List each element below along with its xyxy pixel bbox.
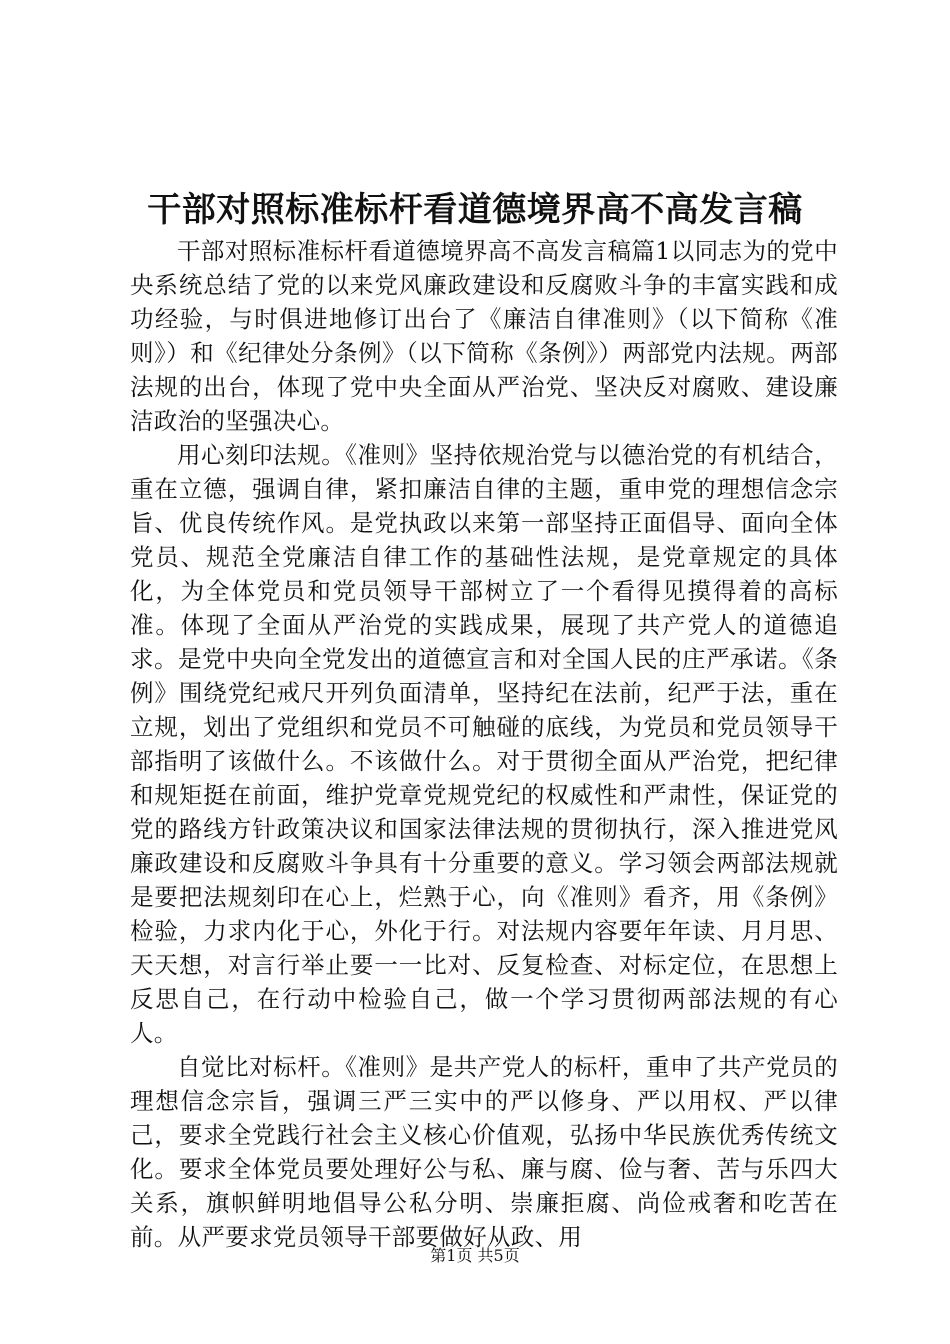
document-body: [130, 234, 838, 1254]
page-footer: 第1页 共5页: [430, 1246, 520, 1265]
paragraph-intro: 干部对照标准标杆看道德境界高不高发言稿篇1以同志为的党中央系统总结了党的以来党风廉政建设和反腐败斗争的丰富实践和成功经验，与时俱进地修订出台了《廉洁自律准则》（以下简称《准则》）和《纪律处分条例》（以下简称《条例》）两部党内法规。两部法规的出台，体现了党中央全面从严治党、坚决反对腐败、建设廉洁政治的坚强决心。: [130, 237, 838, 435]
paragraph-engrave-regulations: 用心刻印法规。《准则》坚持依规治党与以德治党的有机结合，重在立德，强调自律，紧扣廉洁自律的主题，重申党的理想信念宗旨、优良传统作风。是党执政以来第一部坚持正面倡导、面向全体党员、规范全党廉洁自律工作的基础性法规，是党章规定的具体化，为全体党员和党员领导干部树立了一个看得见摸得着的高标准。体现了全面从严治党的实践成果，展现了共产党人的道德追求。是党中央向全党发出的道德宣言和对全国人民的庄严承诺。《条例》围绕党纪戒尺开列负面清单，坚持纪在法前，纪严于法，重在立规，划出了党组织和党员不可触碰的底线，为党员和党员领导干部指明了该做什么。不该做什么。对于贯彻全面从严治党，把纪律和规矩挺在前面，维护党章党规党纪的权威性和严肃性，保证党的党的路线方针政策决议和国家法律法规的贯彻执行，深入推进党风廉政建设和反腐败斗争具有十分重要的意义。学习领会两部法规就是要把法规刻印在心上，烂熟于心，向《准则》看齐，用《条例》检验，力求内化于心，外化于行。对法规内容要年年读、月月思、天天想，对言行举止要一一比对、反复检查、对标定位，在思想上反思自己，在行动中检验自己，做一个学习贯彻两部法规的有心人。: [130, 441, 838, 1047]
document-title: 干部对照标准标杆看道德境界高不高发言稿: [147, 190, 803, 230]
paragraph-compare-benchmark: 自觉比对标杆。《准则》是共产党人的标杆，重申了共产党员的理想信念宗旨，强调三严三实中的严以修身、严以用权、严以律己，要求全党践行社会主义核心价值观，弘扬中华民族优秀传统文化。要求全体党员要处理好公与私、廉与腐、俭与奢、苦与乐四大关系，旗帜鲜明地倡导公私分明、崇廉拒腐、尚俭戒奢和吃苦在前。从严要求党员领导干部要做好从政、用: [130, 1053, 838, 1251]
